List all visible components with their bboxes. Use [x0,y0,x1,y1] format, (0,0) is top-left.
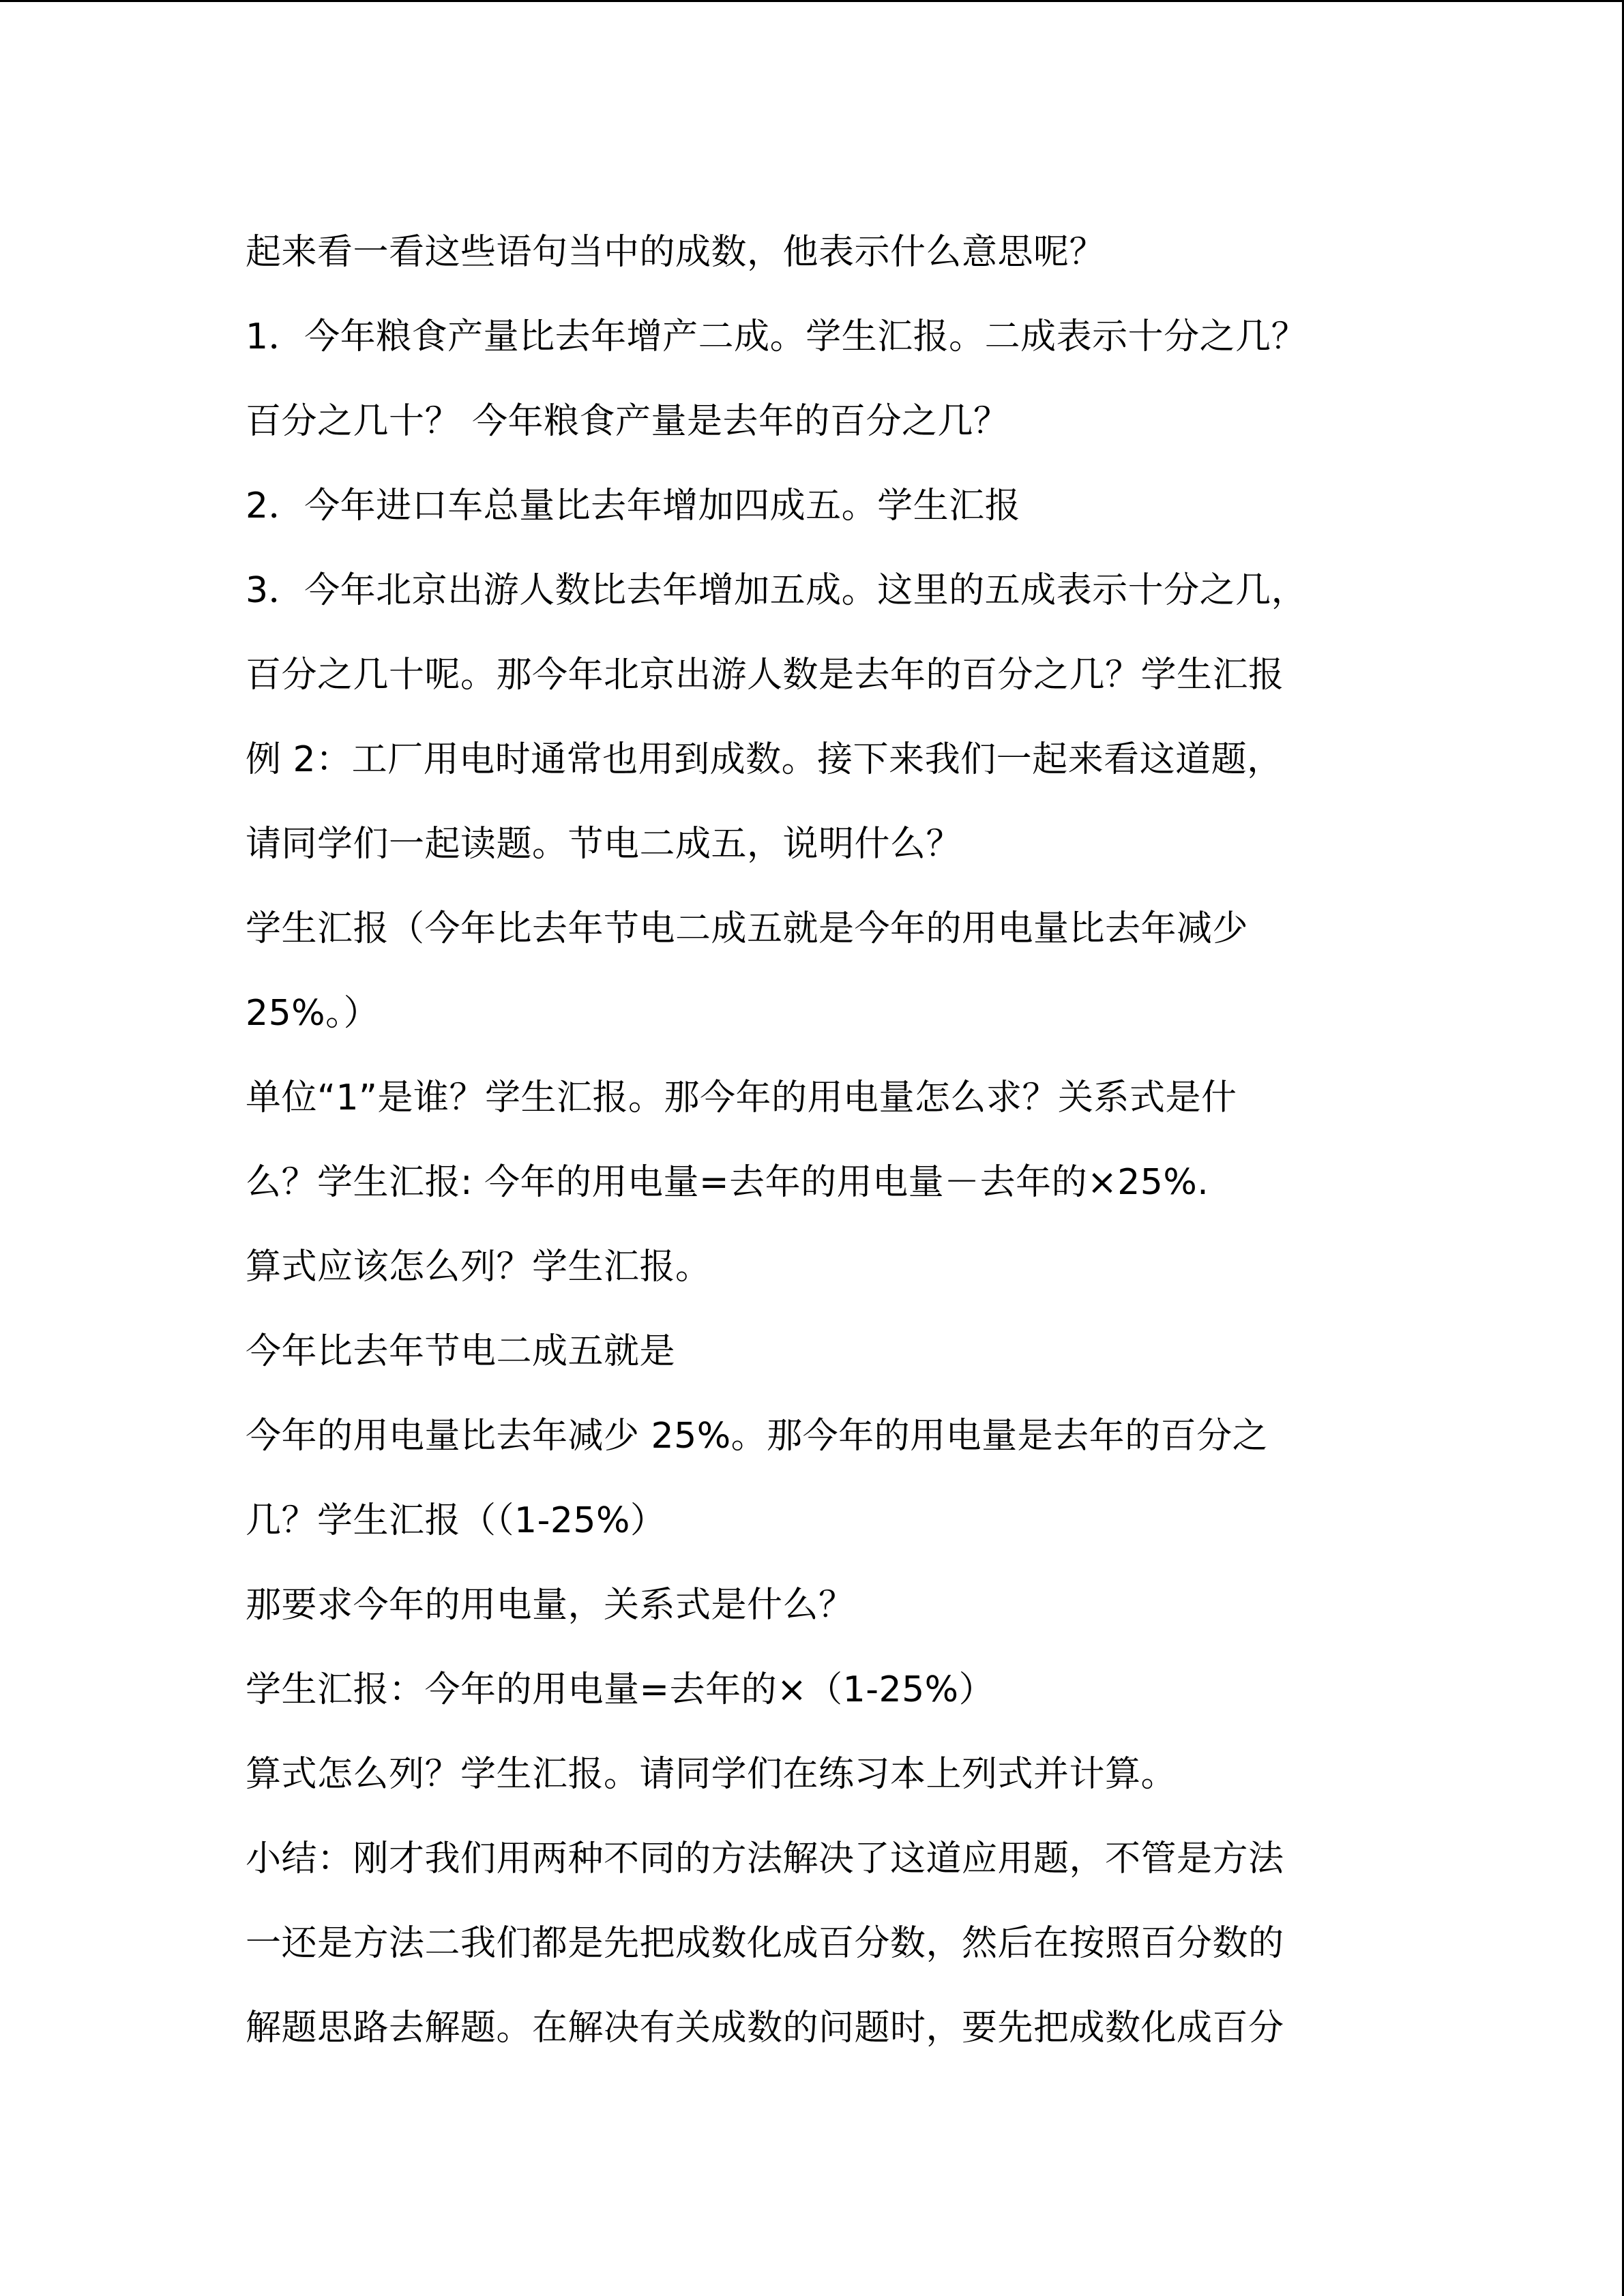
text-line: 百分之几十？ 今年粮食产量是去年的百分之几？ [246,401,1009,442]
text-line: 单位“1”是谁？学生汇报。那今年的用电量怎么求？关系式是什 [246,1077,1237,1118]
text-line: 今年的用电量比去年减少 25%。那今年的用电量是去年的百分之 [246,1416,1269,1457]
text-line: 解题思路去解题。在解决有关成数的问题时，要先把成数化成百分 [246,2008,1284,2048]
document-body [246,210,1378,2070]
text-line: 一还是方法二我们都是先把成数化成百分数，然后在按照百分数的 [246,1923,1284,1964]
text-line: 算式应该怎么列？学生汇报。 [246,1247,711,1287]
text-line: 算式怎么列？学生汇报。请同学们在练习本上列式并计算。 [246,1754,1177,1795]
text-line: 学生汇报（今年比去年节电二成五就是今年的用电量比去年减少 [246,908,1249,949]
text-line: 那要求今年的用电量，关系式是什么？ [246,1585,855,1626]
text-line: 学生汇报：今年的用电量=去年的×（1-25%） [246,1669,995,1710]
text-line: 起来看一看这些语句当中的成数，他表示什么意思呢？ [246,232,1106,273]
text-line: 3．今年北京出游人数比去年增加五成。这里的五成表示十分之几， [246,570,1308,611]
text-line: 25%。） [246,993,380,1034]
text-line: 今年比去年节电二成五就是 [246,1331,676,1372]
text-line: 百分之几十呢。那今年北京出游人数是去年的百分之几？学生汇报 [246,655,1284,696]
text-line: 例 2：工厂用电时通常也用到成数。接下来我们一起来看这道题， [246,739,1283,780]
text-line: 么？学生汇报: 今年的用电量=去年的用电量－去年的×25%. [246,1162,1209,1203]
text-line: 1．今年粮食产量比去年增产二成。学生汇报。二成表示十分之几？ [246,316,1308,357]
text-line: 请同学们一起读题。节电二成五，说明什么？ [246,824,962,865]
text-line: 2．今年进口车总量比去年增加四成五。学生汇报 [246,486,1021,526]
text-line: 几？学生汇报（（1-25%） [246,1500,666,1541]
text-line: 小结：刚才我们用两种不同的方法解决了这道应用题，不管是方法 [246,1838,1284,1879]
